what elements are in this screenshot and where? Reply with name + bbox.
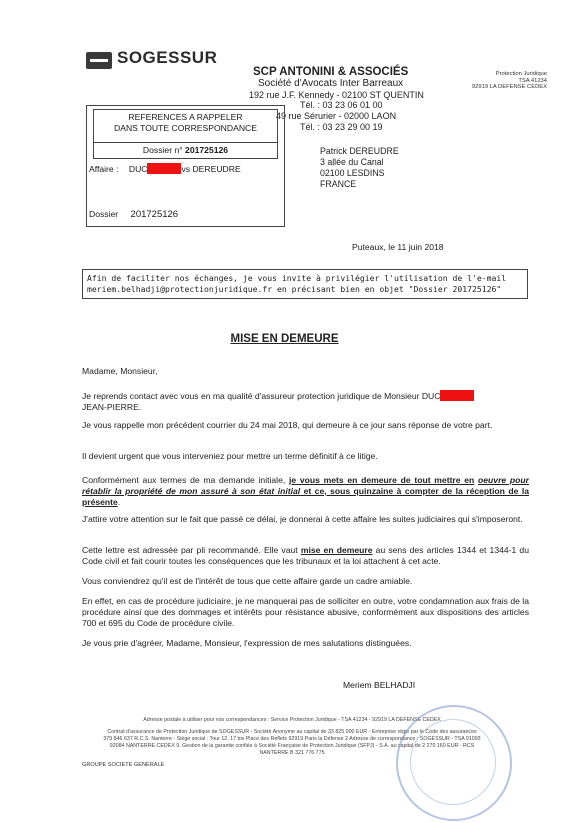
paragraph-9: Je vous prie d'agréer, Madame, Monsieur, l'expression de mes salutations distinguées. [82,638,412,648]
stamp-line-1: Protection Juridique [495,71,547,77]
paragraph-6-end: au sens des articles 1344 et 1344-1 du Code civil et fait courir toutes les conséquences que les tribunaux et la loi attachent à cet acte. [82,545,529,566]
redaction-bar [440,390,474,401]
paragraph-6-start: Cette lettre est adressée par pli recommandé. Elle vaut [82,545,301,555]
protection-juridique-stamp [472,71,547,91]
sogessur-logo-icon [86,52,112,69]
footer-legal-3: 92084 NANTERRE CEDEX 9. Gestion de la garantie confiée à Société Française de Protection Juridique (SFPJ) - S.A. au capital de 2 270 160 EUR - RCS [109,743,475,749]
paragraph-6-underline: mise en demeure [300,545,373,555]
affaire-prefix: DUC [128,164,148,174]
stamp-line-3: 92919 LA DEFENSE CEDEX [471,84,547,90]
paragraph-5: J'attire votre attention sur le fait que passé ce délai, je donnerai à cette affaire les suites judiciaires qui s'imposeront. [82,514,523,524]
references-header [93,109,278,143]
paragraph-1-end: JEAN-PIERRE. [82,401,142,412]
paragraph-2: Je vous rappelle mon précédent courrier du 24 mai 2018, qui demeure à ce jour sans réponse de votre part. [82,420,493,430]
paragraph-4 [82,475,529,507]
company-logo-text: SOGESSUR [117,48,218,67]
firm-tel-1: Tél. : 03 23 06 01 00 [300,100,383,110]
letter-title: MISE EN DEMEURE [230,333,339,345]
postal-stamp-icon [396,705,512,821]
affaire-suffix: vs DEREUDRE [181,164,241,174]
recipient-address [320,146,399,190]
recipient-street: 3 allée du Canal [320,157,384,167]
group-label: GROUPE SOCIETE GENERALE [82,762,165,768]
footer-postal-address: Adresse postale à utiliser pour vos correspondances : Service Protection Juridique - TSA 41234 - 92919 LA DEFENSE CEDEX [143,717,441,723]
firm-address-1: 192 rue J.F. Kennedy - 02100 ST QUENTIN [249,90,424,100]
paragraph-4-start: Conformément aux termes de ma demande initiale, [82,475,289,485]
firm-subtitle: Société d'Avocats Inter Barreaux [258,78,404,89]
paragraph-6 [82,545,529,567]
firm-name: SCP ANTONINI & ASSOCIÉS [253,66,409,78]
paragraph-7: Vous conviendrez qu'il est de l'intérêt de tous que cette affaire garde un cadre amiable. [82,576,413,586]
salutation: Madame, Monsieur, [82,366,158,376]
notice-line-2: meriem.belhadji@protectionjuridique.fr en précisant bien en objet "Dossier 201725126" [87,284,502,294]
paragraph-4-underline-2: oeuvre pour rétablir la propriété de mon assuré à son état initial [82,475,529,496]
paragraph-3: Il devient urgent que vous interveniez pour mettre un terme définitif à ce litige. [82,451,378,461]
footer-legal-1: Contrat d'assurance de Protection Juridique de SOGESSUR - Société Anonyme au capital de 33 825 000 EUR - Entreprise régie par le Code des assurances [107,729,477,735]
references-box [86,105,285,227]
recipient-city: 02100 LESDINS [320,168,385,178]
paragraph-4-end: . [117,496,121,507]
dossier-label: Dossier n° [142,145,183,155]
firm-tel-2: Tél. : 03 23 29 00 19 [300,122,383,132]
paragraph-1 [82,390,529,413]
paragraph-8: En effet, en cas de procédure judiciaire, je ne manquerai pas de solliciter en outre, votre condamnation aux frais de la procédure ainsi que des dommages et intérêts pour résistance abusive, conformément aux dispositions des articles 700 et 695 du Code de procédure civile. [82,596,529,628]
dossier-number-row [93,143,278,159]
paragraph-4-underline-1: je vous mets en demeure de tout mettre en [288,475,475,485]
email-notice-box [82,269,528,299]
dossier-footer-label: Dossier [89,209,119,219]
affaire-row [89,163,241,175]
recipient-country: FRANCE [320,179,357,189]
firm-address-2: 49 rue Sérurier - 02000 LAON [276,111,397,121]
references-header-line-2: DANS TOUTE CORRESPONDANCE [114,123,257,133]
paragraph-1-start: Je reprends contact avec vous en ma qualité d'assureur protection juridique de Monsieur DUC [82,391,441,401]
dossier-footer-row [89,209,178,220]
paragraph-4-underline-3: et ce, sous quinzaine à compter de la réception de la présente [82,485,530,507]
redaction-bar [147,163,181,174]
affaire-label: Affaire : [89,164,119,174]
footer-legal-4: NANTERRE B 321 776 775 [259,750,325,756]
stamp-line-2: TSA 41234 [518,77,547,84]
letter-date: Puteaux, le 11 juin 2018 [352,242,444,252]
postal-stamp-inner-ring [410,719,496,805]
dossier-footer-number: 201725126 [130,209,179,220]
recipient-name: Patrick DEREUDRE [320,146,399,156]
signature-name: Meriem BELHADJI [343,680,416,690]
notice-line-1: Afin de faciliter nos échanges, je vous invite à privilégier l'utilisation de l'e-mail [87,273,507,283]
footer-legal-2: 379 846 637 R.C.S. Nanterre - Siège social : Tour 12, 17 bis Place des Reflets 92919 Paris la Défense 2 Adresse de correspondance : SOGESSUR - TSA 91093 [103,736,481,742]
dossier-number: 201725126 [185,145,229,155]
references-header-line-1: REFERENCES A RAPPELER [128,112,243,122]
